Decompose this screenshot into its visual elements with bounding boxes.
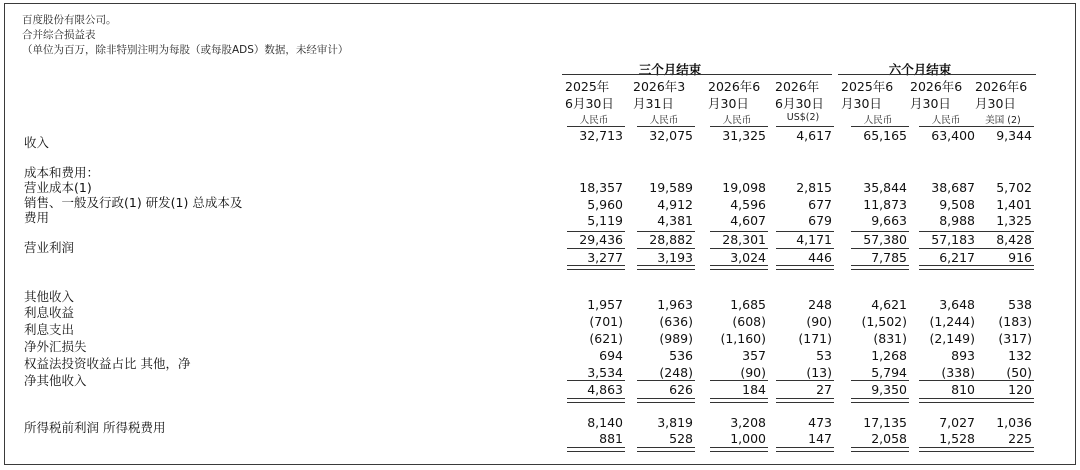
subtotal-rule	[851, 231, 909, 232]
table-cell: (2,149)	[929, 331, 975, 346]
subtotal-rule	[919, 231, 977, 232]
table-row-total_costs	[560, 232, 1040, 248]
subtotal-rule	[567, 231, 625, 232]
table-cell: 626	[669, 382, 693, 397]
table-row-net_other_income	[560, 382, 1040, 398]
column-header-line2: 6月30日	[565, 96, 614, 111]
table-cell: 881	[599, 431, 623, 446]
subtotal-rule	[710, 231, 768, 232]
table-cell: 1,528	[939, 431, 975, 446]
table-cell: 8,988	[939, 213, 975, 228]
table-cell: 27	[816, 382, 832, 397]
column-header	[775, 78, 824, 112]
subtotal-rule	[637, 231, 695, 232]
double-rule	[776, 265, 834, 270]
table-cell: (248)	[659, 365, 693, 380]
column-header-line2: 月30日	[841, 96, 882, 111]
table-cell: 3,534	[587, 365, 623, 380]
table-cell: 3,819	[657, 415, 693, 430]
table-cell: 1,963	[657, 297, 693, 312]
table-cell: 357	[742, 348, 766, 363]
table-cell: 28,882	[649, 232, 693, 247]
revenue-label: 收入	[24, 135, 50, 150]
table-cell: (317)	[998, 331, 1032, 346]
table-row-income_tax	[560, 431, 1040, 447]
table-row-research	[560, 213, 1040, 229]
table-cell: 9,663	[871, 213, 907, 228]
table-cell: 5,119	[587, 213, 623, 228]
currency-rule	[919, 126, 977, 127]
sga-label: 销售、一般及行政(1) 研发(1) 总成本及	[24, 195, 243, 210]
table-cell: 38,687	[931, 180, 975, 195]
currency-label: US$(2)	[786, 112, 820, 123]
table-cell: 4,863	[587, 382, 623, 397]
total-rule	[710, 248, 768, 249]
table-cell: 893	[951, 348, 975, 363]
column-header	[910, 78, 962, 112]
currency-label: 人民币	[649, 115, 679, 126]
column-header-line1: 2025年	[565, 79, 610, 94]
table-cell: (701)	[589, 314, 623, 329]
table-cell: 2,058	[871, 431, 907, 446]
currency-label: 人民币	[931, 115, 961, 126]
column-header	[841, 78, 893, 112]
double-rule	[776, 398, 834, 403]
table-cell: 147	[808, 431, 832, 446]
currency-rule	[637, 126, 695, 127]
table-cell: 3,024	[730, 250, 766, 265]
table-cell: 9,344	[996, 128, 1032, 143]
table-cell: 473	[808, 415, 832, 430]
total-rule	[919, 248, 977, 249]
double-rule	[567, 447, 625, 452]
table-cell: 57,183	[931, 232, 975, 247]
double-rule	[710, 447, 768, 452]
table-cell: 4,607	[730, 213, 766, 228]
table-cell: 29,436	[579, 232, 623, 247]
double-rule	[710, 398, 768, 403]
column-header-line2: 月30日	[975, 96, 1016, 111]
column-header-line2: 6月30日	[775, 96, 824, 111]
table-cell: 17,135	[863, 415, 907, 430]
interest-income-label: 利息收益	[24, 305, 75, 320]
table-cell: 810	[951, 382, 975, 397]
table-row-interest_expense	[560, 314, 1040, 330]
table-cell: 679	[808, 213, 832, 228]
subtotal-rule	[776, 380, 834, 381]
subtotal-rule	[567, 380, 625, 381]
column-header-line1: 2026年3	[633, 79, 686, 94]
table-cell: 3,277	[587, 250, 623, 265]
table-cell: 4,912	[657, 197, 693, 212]
table-cell: 3,193	[657, 250, 693, 265]
table-cell: 6,217	[939, 250, 975, 265]
table-row-other_net	[560, 365, 1040, 381]
currency-rule	[710, 126, 768, 127]
table-cell: (171)	[798, 331, 832, 346]
table-cell: 538	[1008, 297, 1032, 312]
table-cell: 1,401	[996, 197, 1032, 212]
column-header-line1: 2026年	[775, 79, 820, 94]
table-row-pretax_profit	[560, 415, 1040, 431]
table-cell: 8,428	[996, 232, 1032, 247]
table-cell: 9,350	[871, 382, 907, 397]
subtotal-rule	[637, 380, 695, 381]
table-cell: 65,165	[863, 128, 907, 143]
table-cell: 1,325	[996, 213, 1032, 228]
table-cell: 4,617	[796, 128, 832, 143]
table-cell: 694	[599, 348, 623, 363]
double-rule	[851, 398, 909, 403]
table-cell: 5,960	[587, 197, 623, 212]
expenses-label: 费用	[24, 210, 50, 225]
total-rule	[851, 248, 909, 249]
currency-label: 人民币	[863, 115, 893, 126]
double-rule	[919, 265, 977, 270]
table-cell: 19,589	[649, 180, 693, 195]
subtotal-rule	[776, 231, 834, 232]
subtotal-rule	[851, 380, 909, 381]
table-cell: 120	[1008, 382, 1032, 397]
column-header-line2: 月30日	[708, 96, 749, 111]
table-row-revenue	[560, 128, 1040, 144]
table-cell: (90)	[740, 365, 766, 380]
table-row-fx_loss	[560, 331, 1040, 347]
table-cell: 57,380	[863, 232, 907, 247]
table-cell: 4,596	[730, 197, 766, 212]
table-cell: (608)	[732, 314, 766, 329]
interest-expense-label: 利息支出	[24, 322, 75, 337]
table-cell: 35,844	[863, 180, 907, 195]
currency-rule	[776, 126, 834, 127]
double-rule	[637, 447, 695, 452]
table-cell: 28,301	[722, 232, 766, 247]
table-cell: (1,502)	[861, 314, 907, 329]
unit-note: （单位为百万，除非特别注明为每股（或每股ADS）数据，未经审计）	[22, 44, 349, 56]
total-rule	[567, 248, 625, 249]
column-header	[975, 78, 1027, 112]
table-row-equity_method	[560, 348, 1040, 364]
costs-label: 成本和费用：	[24, 165, 100, 180]
table-cell: (1,244)	[929, 314, 975, 329]
table-cell: 31,325	[722, 128, 766, 143]
table-cell: 1,036	[996, 415, 1032, 430]
column-header	[708, 78, 760, 112]
table-cell: 1,000	[730, 431, 766, 446]
fx-loss-label: 净外汇损失	[24, 339, 87, 354]
table-cell: 184	[742, 382, 766, 397]
double-rule	[851, 265, 909, 270]
currency-label: 美国 (2)	[985, 115, 1021, 126]
table-cell: 1,268	[871, 348, 907, 363]
table-cell: (90)	[806, 314, 832, 329]
table-row-selling_general	[560, 197, 1040, 213]
table-cell: 916	[1008, 250, 1032, 265]
table-cell: 225	[1008, 431, 1032, 446]
subtotal-rule	[976, 380, 1034, 381]
table-row-cost_of_revenue	[560, 180, 1040, 196]
table-cell: (621)	[589, 331, 623, 346]
three-months-header: 三个月结束	[638, 62, 702, 77]
table-cell: 248	[808, 297, 832, 312]
double-rule	[637, 398, 695, 403]
table-cell: 19,098	[722, 180, 766, 195]
net-other-income-label: 净其他收入	[24, 373, 87, 388]
table-cell: 8,140	[587, 415, 623, 430]
total-rule	[776, 248, 834, 249]
table-row-operating_profit	[560, 250, 1040, 266]
column-header-line1: 2026年6	[975, 79, 1028, 94]
double-rule	[567, 265, 625, 270]
table-cell: 1,685	[730, 297, 766, 312]
double-rule	[710, 265, 768, 270]
table-cell: 5,702	[996, 180, 1032, 195]
subtotal-rule	[976, 231, 1034, 232]
currency-rule	[851, 126, 909, 127]
table-cell: 4,381	[657, 213, 693, 228]
table-cell: 132	[1008, 348, 1032, 363]
statement-title: 合并综合损益表	[22, 29, 96, 41]
currency-label: 人民币	[579, 115, 609, 126]
equity-other-label: 权益法投资收益占比 其他，净	[24, 356, 191, 371]
table-cell: 32,713	[579, 128, 623, 143]
three-months-rule	[562, 74, 832, 75]
table-cell: 3,208	[730, 415, 766, 430]
six-months-rule	[838, 74, 1036, 75]
column-header-line1: 2026年6	[910, 79, 963, 94]
table-cell: 4,171	[796, 232, 832, 247]
double-rule	[919, 447, 977, 452]
double-rule	[976, 447, 1034, 452]
double-rule	[776, 447, 834, 452]
table-cell: 53	[816, 348, 832, 363]
table-cell: 32,075	[649, 128, 693, 143]
pretax-profit-label: 所得税前利润 所得税费用	[24, 420, 166, 435]
column-header-line1: 2025年6	[841, 79, 894, 94]
table-cell: (13)	[806, 365, 832, 380]
column-header	[565, 78, 614, 112]
column-header-line2: 月30日	[910, 96, 951, 111]
table-cell: 63,400	[931, 128, 975, 143]
table-cell: 11,873	[863, 197, 907, 212]
currency-rule	[567, 126, 625, 127]
currency-label: 人民币	[722, 115, 752, 126]
total-rule	[637, 248, 695, 249]
table-cell: (989)	[659, 331, 693, 346]
double-rule	[976, 398, 1034, 403]
table-cell: (636)	[659, 314, 693, 329]
column-header-line1: 2026年6	[708, 79, 761, 94]
cost-of-revenue-label: 营业成本(1)	[24, 180, 92, 195]
table-cell: 7,027	[939, 415, 975, 430]
double-rule	[567, 398, 625, 403]
double-rule	[919, 398, 977, 403]
table-cell: 5,794	[871, 365, 907, 380]
table-cell: 536	[669, 348, 693, 363]
table-cell: 446	[808, 250, 832, 265]
table-cell: 18,357	[579, 180, 623, 195]
table-cell: (831)	[873, 331, 907, 346]
table-cell: 9,508	[939, 197, 975, 212]
table-cell: 677	[808, 197, 832, 212]
table-cell: (50)	[1006, 365, 1032, 380]
double-rule	[851, 447, 909, 452]
six-months-header: 六个月结束	[888, 62, 952, 77]
column-header	[633, 78, 685, 112]
currency-rule	[976, 126, 1034, 127]
table-cell: (1,160)	[720, 331, 766, 346]
table-cell: 3,648	[939, 297, 975, 312]
table-cell: 4,621	[871, 297, 907, 312]
company-name: 百度股份有限公司。	[22, 14, 117, 26]
double-rule	[637, 265, 695, 270]
table-cell: 528	[669, 431, 693, 446]
other-income-label: 其他收入	[24, 289, 75, 304]
operating-profit-label: 营业利润	[24, 240, 75, 255]
total-rule	[976, 248, 1034, 249]
table-row-interest_income	[560, 297, 1040, 313]
table-cell: (183)	[998, 314, 1032, 329]
table-cell: 2,815	[796, 180, 832, 195]
table-cell: 7,785	[871, 250, 907, 265]
double-rule	[976, 265, 1034, 270]
subtotal-rule	[710, 380, 768, 381]
subtotal-rule	[919, 380, 977, 381]
table-cell: (338)	[941, 365, 975, 380]
table-cell: 1,957	[587, 297, 623, 312]
column-header-line2: 月31日	[633, 96, 674, 111]
